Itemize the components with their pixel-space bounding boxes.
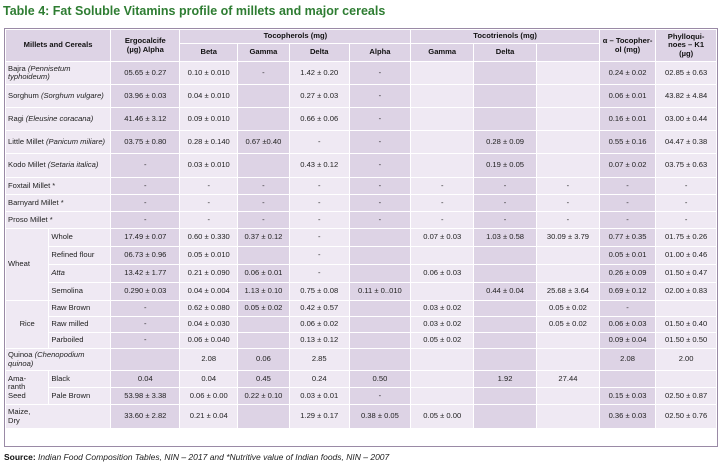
cell: 0.04 ± 0.030 xyxy=(180,317,237,333)
cell xyxy=(474,349,537,371)
cell: 0.06 ± 0.01 xyxy=(599,85,655,108)
cell xyxy=(536,154,599,178)
cell: 30.09 ± 3.79 xyxy=(536,229,599,247)
cell xyxy=(237,317,289,333)
source-label: Source: xyxy=(4,452,36,462)
cell xyxy=(237,247,289,265)
cell: - xyxy=(289,247,349,265)
cell: 0.44 ± 0.04 xyxy=(474,283,537,301)
cell: 0.07 ± 0.02 xyxy=(599,154,655,178)
row-label: Ragi (Eleusine coracana) xyxy=(6,108,111,131)
cell xyxy=(536,405,599,429)
header-tocopherols: Tocopherols (mg) xyxy=(180,30,411,44)
cell: - xyxy=(599,212,655,229)
cell: - xyxy=(656,212,717,229)
cell: 0.37 ± 0.12 xyxy=(237,229,289,247)
cell: 0.66 ± 0.06 xyxy=(289,108,349,131)
cell: 41.46 ± 3.12 xyxy=(111,108,180,131)
cell: 0.67 ±0.40 xyxy=(237,131,289,154)
table-row xyxy=(6,108,717,131)
cell: 1.42 ± 0.20 xyxy=(289,62,349,85)
row-label: Sorghum (Sorghum vulgare) xyxy=(6,85,111,108)
cell xyxy=(536,85,599,108)
table-row xyxy=(6,388,717,405)
cell: 0.06 ± 0.00 xyxy=(180,388,237,405)
cell: 0.06 ± 0.01 xyxy=(237,265,289,283)
cell: 0.04 xyxy=(111,371,180,388)
table-row xyxy=(6,178,717,195)
subheader-delta: Delta xyxy=(289,44,349,62)
cell xyxy=(656,371,717,388)
cell: - xyxy=(349,85,411,108)
cell: 0.21 ± 0.04 xyxy=(180,405,237,429)
cell xyxy=(536,62,599,85)
cell: - xyxy=(111,195,180,212)
subheader-trienol-delta: Delta xyxy=(474,44,537,62)
cell: - xyxy=(656,178,717,195)
row-sublabel: Pale Brown xyxy=(49,388,111,405)
cell: 0.05 ± 0.02 xyxy=(411,333,474,349)
table-row xyxy=(6,371,717,388)
cell: 01.50 ± 0.40 xyxy=(656,317,717,333)
cell: 0.75 ± 0.08 xyxy=(289,283,349,301)
cell: 0.36 ± 0.03 xyxy=(599,405,655,429)
cell: 0.62 ± 0.080 xyxy=(180,301,237,317)
cell xyxy=(111,349,180,371)
cell: - xyxy=(349,131,411,154)
table-row xyxy=(6,85,717,108)
cell: - xyxy=(237,195,289,212)
cell: 2.85 xyxy=(289,349,349,371)
cell: - xyxy=(599,195,655,212)
cell: 0.05 ± 0.00 xyxy=(411,405,474,429)
subheader-beta: Beta xyxy=(180,44,237,62)
cell: 0.21 ± 0.090 xyxy=(180,265,237,283)
cell: 0.03 ± 0.010 xyxy=(180,154,237,178)
cell: - xyxy=(349,108,411,131)
cell: - xyxy=(411,178,474,195)
cell: 0.13 ± 0.12 xyxy=(289,333,349,349)
cell: - xyxy=(411,195,474,212)
cell xyxy=(411,131,474,154)
cell: 0.11 ± 0..010 xyxy=(349,283,411,301)
cell: 05.65 ± 0.27 xyxy=(111,62,180,85)
cell: 0.50 xyxy=(349,371,411,388)
row-label: Proso Millet * xyxy=(6,212,111,229)
cell: 02.50 ± 0.87 xyxy=(656,388,717,405)
cell: 17.49 ± 0.07 xyxy=(111,229,180,247)
table-row xyxy=(6,131,717,154)
cell: 0.26 ± 0.09 xyxy=(599,265,655,283)
vitamin-table xyxy=(5,29,717,429)
subheader-trienol-extra xyxy=(536,44,599,62)
cell: 02.50 ± 0.76 xyxy=(656,405,717,429)
cell xyxy=(474,317,537,333)
source-text: Indian Food Composition Tables, NIN – 2017 and *Nutritive value of Indian foods, NIN – 2007 xyxy=(35,452,390,462)
cell: - xyxy=(349,212,411,229)
cell: 0.290 ± 0.03 xyxy=(111,283,180,301)
row-sublabel: Raw milled xyxy=(49,317,111,333)
cell: 03.96 ± 0.03 xyxy=(111,85,180,108)
cell: - xyxy=(111,317,180,333)
cell xyxy=(536,349,599,371)
cell: - xyxy=(289,229,349,247)
cell: - xyxy=(180,178,237,195)
cell: 33.60 ± 2.82 xyxy=(111,405,180,429)
cell: - xyxy=(349,62,411,85)
cell: - xyxy=(656,195,717,212)
cell xyxy=(474,333,537,349)
cell: 01.75 ± 0.26 xyxy=(656,229,717,247)
cell: 1.03 ± 0.58 xyxy=(474,229,537,247)
header-ergocalciferol: Ergocalcife (µg) Alpha xyxy=(111,30,180,62)
cell: 0.27 ± 0.03 xyxy=(289,85,349,108)
cell xyxy=(536,131,599,154)
cell xyxy=(656,301,717,317)
cell xyxy=(411,247,474,265)
cell: 2.08 xyxy=(599,349,655,371)
cell xyxy=(536,388,599,405)
cell xyxy=(474,405,537,429)
cell: 0.55 ± 0.16 xyxy=(599,131,655,154)
cell: 0.16 ± 0.01 xyxy=(599,108,655,131)
table-row xyxy=(6,62,717,85)
cell: - xyxy=(289,265,349,283)
cell xyxy=(474,265,537,283)
table-row xyxy=(6,405,717,429)
cell xyxy=(474,247,537,265)
cell: 25.68 ± 3.64 xyxy=(536,283,599,301)
cell: 0.06 ± 0.03 xyxy=(599,317,655,333)
table-row xyxy=(6,247,717,265)
cell: - xyxy=(111,178,180,195)
vitamin-table-frame xyxy=(4,28,718,447)
row-label: Barnyard Millet * xyxy=(6,195,111,212)
cell: 0.24 ± 0.02 xyxy=(599,62,655,85)
header-phylloquinones: Phylloqui- noes – K1 (µg) xyxy=(656,30,717,62)
cell: 2.08 xyxy=(180,349,237,371)
cell: - xyxy=(536,178,599,195)
row-sublabel: Atta xyxy=(49,265,111,283)
row-label: Bajra (Pennisetum typhoideum) xyxy=(6,62,111,85)
cell: 0.04 xyxy=(180,371,237,388)
cell: - xyxy=(111,301,180,317)
row-sublabel: Black xyxy=(49,371,111,388)
cell: 43.82 ± 4.84 xyxy=(656,85,717,108)
cell: 0.28 ± 0.09 xyxy=(474,131,537,154)
cell: - xyxy=(289,178,349,195)
cell: 0.05 ± 0.02 xyxy=(536,301,599,317)
subheader-trienol-gamma: Gamma xyxy=(411,44,474,62)
cell: 0.45 xyxy=(237,371,289,388)
table-row xyxy=(6,195,717,212)
cell: 03.75 ± 0.80 xyxy=(111,131,180,154)
cell: 03.75 ± 0.63 xyxy=(656,154,717,178)
cell: 06.73 ± 0.96 xyxy=(111,247,180,265)
cell: 0.05 ± 0.010 xyxy=(180,247,237,265)
cell: - xyxy=(536,212,599,229)
row-sublabel: Parboiled xyxy=(49,333,111,349)
table-row xyxy=(6,301,717,317)
cell: 0.15 ± 0.03 xyxy=(599,388,655,405)
cell: 0.24 xyxy=(289,371,349,388)
cell xyxy=(411,154,474,178)
cell: 0.05 ± 0.02 xyxy=(536,317,599,333)
source-note xyxy=(4,452,389,462)
header-alpha-tocopherol: α – Tocopher- ol (mg) xyxy=(599,30,655,62)
cell: 0.38 ± 0.05 xyxy=(349,405,411,429)
cell xyxy=(536,265,599,283)
cell: - xyxy=(349,388,411,405)
cell: - xyxy=(599,178,655,195)
row-label: Maize, Dry xyxy=(6,405,111,429)
cell xyxy=(474,108,537,131)
cell: 0.19 ± 0.05 xyxy=(474,154,537,178)
cell: - xyxy=(289,212,349,229)
cell: 0.09 ± 0.010 xyxy=(180,108,237,131)
cell: 0.03 ± 0.02 xyxy=(411,317,474,333)
cell xyxy=(237,333,289,349)
cell xyxy=(474,62,537,85)
cell xyxy=(411,388,474,405)
cell: - xyxy=(474,212,537,229)
table-row xyxy=(6,212,717,229)
cell: 0.69 ± 0.12 xyxy=(599,283,655,301)
subheader-gamma: Gamma xyxy=(237,44,289,62)
cell: 0.77 ± 0.35 xyxy=(599,229,655,247)
cell xyxy=(474,301,537,317)
row-sublabel: Refined flour xyxy=(49,247,111,265)
cell: 13.42 ± 1.77 xyxy=(111,265,180,283)
cell: - xyxy=(237,212,289,229)
cell: - xyxy=(411,212,474,229)
header-tocotrienols: Tocotrienols (mg) xyxy=(411,30,600,44)
wheat-group-label: Wheat xyxy=(6,229,49,301)
cell: 0.03 ± 0.01 xyxy=(289,388,349,405)
cell xyxy=(349,229,411,247)
row-label: Kodo Millet (Setaria italica) xyxy=(6,154,111,178)
cell: 27.44 xyxy=(536,371,599,388)
cell: 0.09 ± 0.04 xyxy=(599,333,655,349)
row-label: Foxtail Millet * xyxy=(6,178,111,195)
table-row xyxy=(6,154,717,178)
cell xyxy=(349,333,411,349)
cell: - xyxy=(111,333,180,349)
cell: - xyxy=(474,178,537,195)
cell: 1.29 ± 0.17 xyxy=(289,405,349,429)
cell: 1.92 xyxy=(474,371,537,388)
cell: 02.00 ± 0.83 xyxy=(656,283,717,301)
cell xyxy=(237,85,289,108)
cell: - xyxy=(349,178,411,195)
table-row xyxy=(6,333,717,349)
row-sublabel: Raw Brown xyxy=(49,301,111,317)
cell: 0.22 ± 0.10 xyxy=(237,388,289,405)
cell: - xyxy=(111,212,180,229)
cell: 0.42 ± 0.57 xyxy=(289,301,349,317)
cell: 0.43 ± 0.12 xyxy=(289,154,349,178)
cell xyxy=(411,85,474,108)
cell xyxy=(536,247,599,265)
cell: 02.85 ± 0.63 xyxy=(656,62,717,85)
table-title: Table 4: Fat Soluble Vitamins profile of millets and major cereals xyxy=(3,4,386,18)
cell: 04.47 ± 0.38 xyxy=(656,131,717,154)
cell: 0.60 ± 0.330 xyxy=(180,229,237,247)
cell xyxy=(349,265,411,283)
cell xyxy=(411,62,474,85)
cell: 01.50 ± 0.47 xyxy=(656,265,717,283)
cell xyxy=(411,371,474,388)
table-row xyxy=(6,317,717,333)
cell: 0.06 ± 0.03 xyxy=(411,265,474,283)
row-sublabel: Whole xyxy=(49,229,111,247)
cell xyxy=(474,85,537,108)
cell: - xyxy=(349,154,411,178)
row-label: Little Millet (Panicum miliare) xyxy=(6,131,111,154)
cell: - xyxy=(111,154,180,178)
amaranth-group-label: Ama- ranth Seed xyxy=(6,371,49,405)
cell: - xyxy=(180,212,237,229)
cell xyxy=(536,108,599,131)
cell xyxy=(411,108,474,131)
subheader-alpha: Alpha xyxy=(349,44,411,62)
row-label: Quinoa (Chenopodium quinoa) xyxy=(6,349,111,371)
cell xyxy=(237,108,289,131)
cell: 0.10 ± 0.010 xyxy=(180,62,237,85)
cell xyxy=(411,349,474,371)
cell: - xyxy=(536,195,599,212)
cell xyxy=(599,371,655,388)
cell: 53.98 ± 3.38 xyxy=(111,388,180,405)
table-row xyxy=(6,229,717,247)
cell xyxy=(349,247,411,265)
cell xyxy=(237,154,289,178)
cell: 0.04 ± 0.004 xyxy=(180,283,237,301)
cell xyxy=(349,349,411,371)
cell xyxy=(536,333,599,349)
cell xyxy=(349,301,411,317)
cell: 01.00 ± 0.46 xyxy=(656,247,717,265)
cell xyxy=(474,388,537,405)
cell: 03.00 ± 0.44 xyxy=(656,108,717,131)
cell: 0.06 ± 0.040 xyxy=(180,333,237,349)
header-millets-cereals: Millets and Cereals xyxy=(6,30,111,62)
cell: 0.28 ± 0.140 xyxy=(180,131,237,154)
table-row xyxy=(6,349,717,371)
cell: 01.50 ± 0.50 xyxy=(656,333,717,349)
cell: - xyxy=(289,131,349,154)
cell: 0.06 ± 0.02 xyxy=(289,317,349,333)
cell xyxy=(349,317,411,333)
cell: 0.06 xyxy=(237,349,289,371)
table-row xyxy=(6,283,717,301)
cell: - xyxy=(237,178,289,195)
cell: - xyxy=(237,62,289,85)
cell: - xyxy=(474,195,537,212)
cell: - xyxy=(180,195,237,212)
cell: 2.00 xyxy=(656,349,717,371)
table-row xyxy=(6,265,717,283)
cell: 0.05 ± 0.01 xyxy=(599,247,655,265)
cell: - xyxy=(599,301,655,317)
cell: 0.07 ± 0.03 xyxy=(411,229,474,247)
cell: - xyxy=(289,195,349,212)
cell: 0.04 ± 0.010 xyxy=(180,85,237,108)
cell: 1.13 ± 0.10 xyxy=(237,283,289,301)
cell: 0.03 ± 0.02 xyxy=(411,301,474,317)
cell: - xyxy=(349,195,411,212)
row-sublabel: Semolina xyxy=(49,283,111,301)
rice-group-label: Rice xyxy=(6,301,49,349)
cell xyxy=(411,283,474,301)
cell: 0.05 ± 0.02 xyxy=(237,301,289,317)
cell xyxy=(237,405,289,429)
